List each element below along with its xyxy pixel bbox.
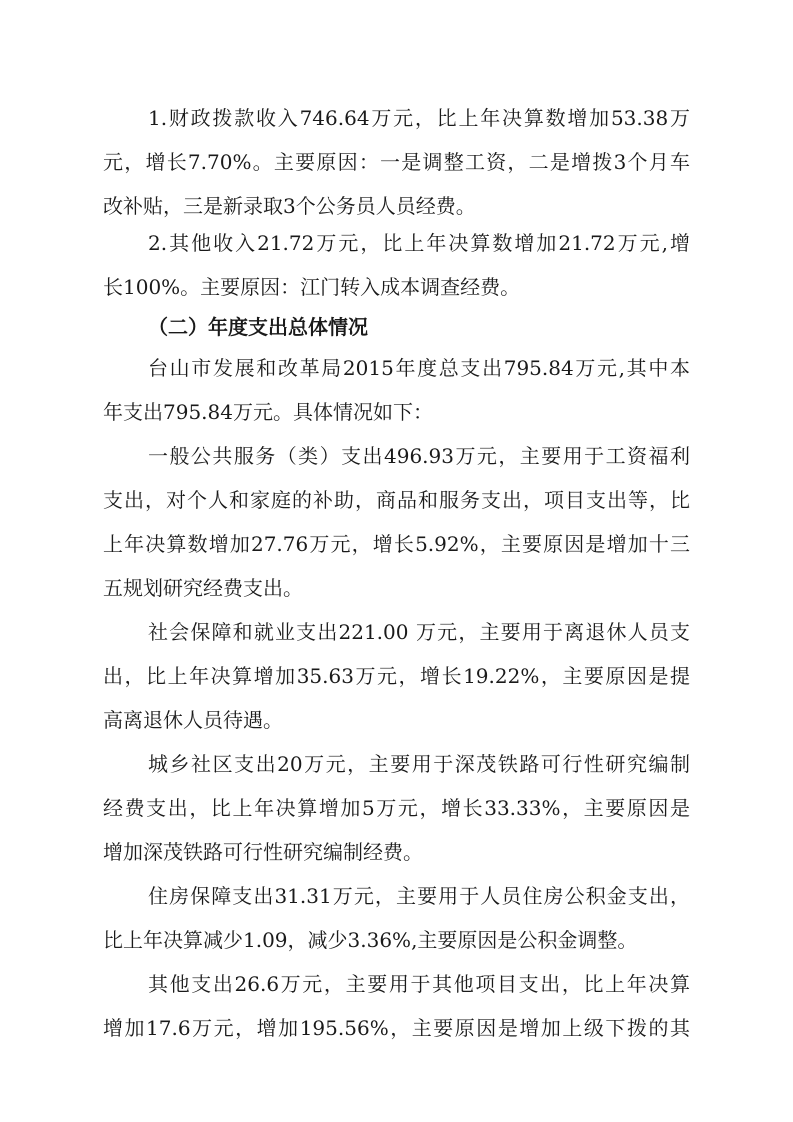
text-line: 高离退休人员待遇。: [103, 708, 283, 732]
text-line: 住房保障支出31.31万元，主要用于人员住房公积金支出，: [148, 884, 690, 908]
text-line: 一般公共服务（类）支出496.93万元，主要用于工资福利: [148, 444, 690, 468]
text-line: 比上年决算减少1.09，减少3.36%,主要原因是公积金调整。: [103, 928, 638, 952]
text-line: 元，增长7.70%。主要原因：一是调整工资，二是增拨3个月车: [103, 150, 690, 174]
text-line: 出，比上年决算增加35.63万元，增长19.22%，主要原因是提: [103, 664, 690, 688]
section-heading: （二）年度支出总体情况: [148, 315, 368, 339]
text-line: 五规划研究经费支出。: [103, 576, 303, 600]
text-line: 城乡社区支出20万元，主要用于深茂铁路可行性研究编制: [148, 752, 690, 776]
text-line: 1.财政拨款收入746.64万元，比上年决算数增加53.38万: [148, 106, 690, 130]
text-line: 长100%。主要原因：江门转入成本调查经费。: [103, 275, 521, 299]
text-line: 经费支出，比上年决算增加5万元，增长33.33%，主要原因是: [103, 796, 690, 820]
text-line: 增加深茂铁路可行性研究编制经费。: [103, 840, 423, 864]
text-line: 增加17.6万元，增加195.56%，主要原因是增加上级下拨的其: [103, 1016, 690, 1040]
text-line: 2.其他收入21.72万元，比上年决算数增加21.72万元,增: [148, 231, 690, 255]
text-line: 支出，对个人和家庭的补助，商品和服务支出，项目支出等，比: [103, 488, 690, 512]
text-line: 其他支出26.6万元，主要用于其他项目支出，比上年决算: [148, 972, 690, 996]
text-line: 上年决算数增加27.76万元，增长5.92%，主要原因是增加十三: [103, 532, 690, 556]
text-line: 社会保障和就业支出221.00 万元，主要用于离退休人员支: [148, 620, 690, 644]
text-line: 台山市发展和改革局2015年度总支出795.84万元,其中本: [148, 356, 690, 380]
text-line: 改补贴，三是新录取3个公务员人员经费。: [103, 194, 476, 218]
text-line: 年支出795.84万元。具体情况如下：: [103, 400, 433, 424]
